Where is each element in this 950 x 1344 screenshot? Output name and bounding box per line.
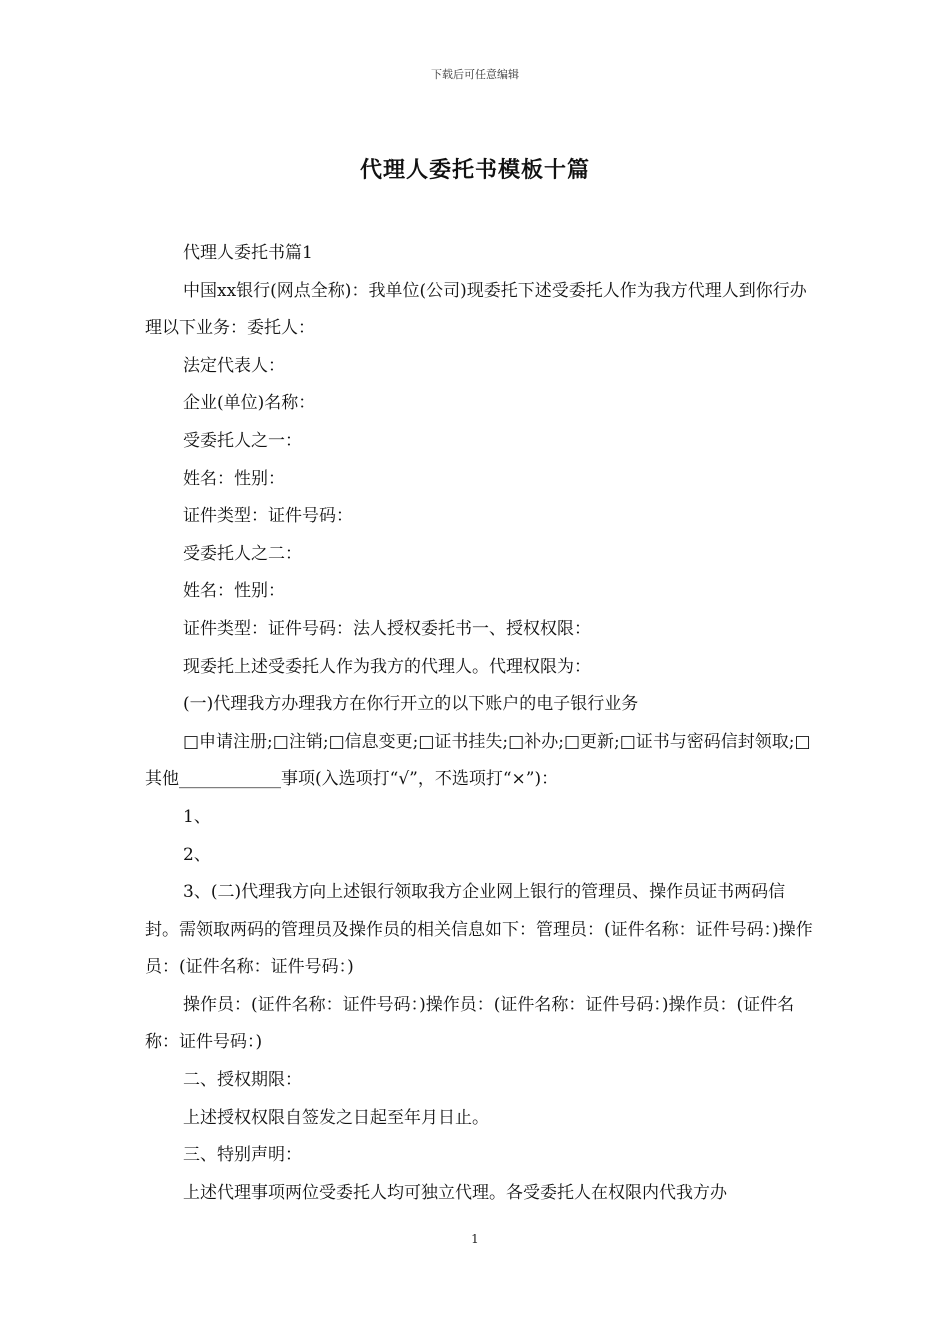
paragraph-declaration: 上述代理事项两位受委托人均可独立代理。各受委托人在权限内代我方办 <box>183 1182 727 1203</box>
document-title: 代理人委托书模板十篇 <box>359 157 590 183</box>
paragraph-agent-one-id: 证件类型：证件号码： <box>183 506 353 527</box>
paragraph-section-heading: 代理人委托书篇1 <box>183 243 313 263</box>
paragraph-agent-one-name: 姓名：性别： <box>183 468 285 489</box>
paragraph-list-item-3: 3、(二)代理我方向上述银行领取我方企业网上银行的管理员、操作员证书两码信封。需领取两码的管理员及操作员的相关信息如下：管理员：(证件名称：证件号码：)操作员：(证件名称：证件号码：) <box>145 882 813 978</box>
paragraph-checkbox-options: □申请注册;□注销;□信息变更;□证书挂失;□补办;□更新;□证书与密码信封领取;□其他____________事项(入选项打“√”，不选项打“×”)： <box>145 731 811 790</box>
paragraph-intro: 中国xx银行(网点全称)：我单位(公司)现委托下述受委托人作为我方代理人到你行办理以下业务：委托人： <box>145 280 807 339</box>
paragraph-term: 上述授权权限自签发之日起至年月日止。 <box>183 1107 489 1128</box>
paragraph-term-heading: 二、授权期限： <box>183 1070 302 1091</box>
paragraph-legal-representative: 法定代表人： <box>183 355 285 376</box>
paragraph-agent-two: 受委托人之二： <box>183 543 302 564</box>
paragraph-declaration-heading: 三、特别声明： <box>183 1145 302 1166</box>
paragraph-agent-two-id: 证件类型：证件号码：法人授权委托书一、授权权限： <box>183 618 591 639</box>
paragraph-company-name: 企业(单位)名称： <box>183 393 316 414</box>
paragraph-agent-two-name: 姓名：性别： <box>183 581 285 602</box>
paragraph-list-item-1: 1、 <box>183 806 211 827</box>
paragraph-agent-one: 受委托人之一： <box>183 430 302 451</box>
page-header-note: 下载后可任意编辑 <box>431 68 519 81</box>
paragraph-list-item-2: 2、 <box>183 844 211 865</box>
page-number: 1 <box>471 1232 479 1246</box>
paragraph-authority-item-one: (一)代理我方办理我方在你行开立的以下账户的电子银行业务 <box>183 694 639 715</box>
document-body <box>145 235 813 1212</box>
paragraph-authority: 现委托上述受委托人作为我方的代理人。代理权限为： <box>183 656 591 677</box>
paragraph-operators: 操作员：(证件名称：证件号码：)操作员：(证件名称：证件号码：)操作员：(证件名称：证件号码：) <box>145 994 795 1053</box>
